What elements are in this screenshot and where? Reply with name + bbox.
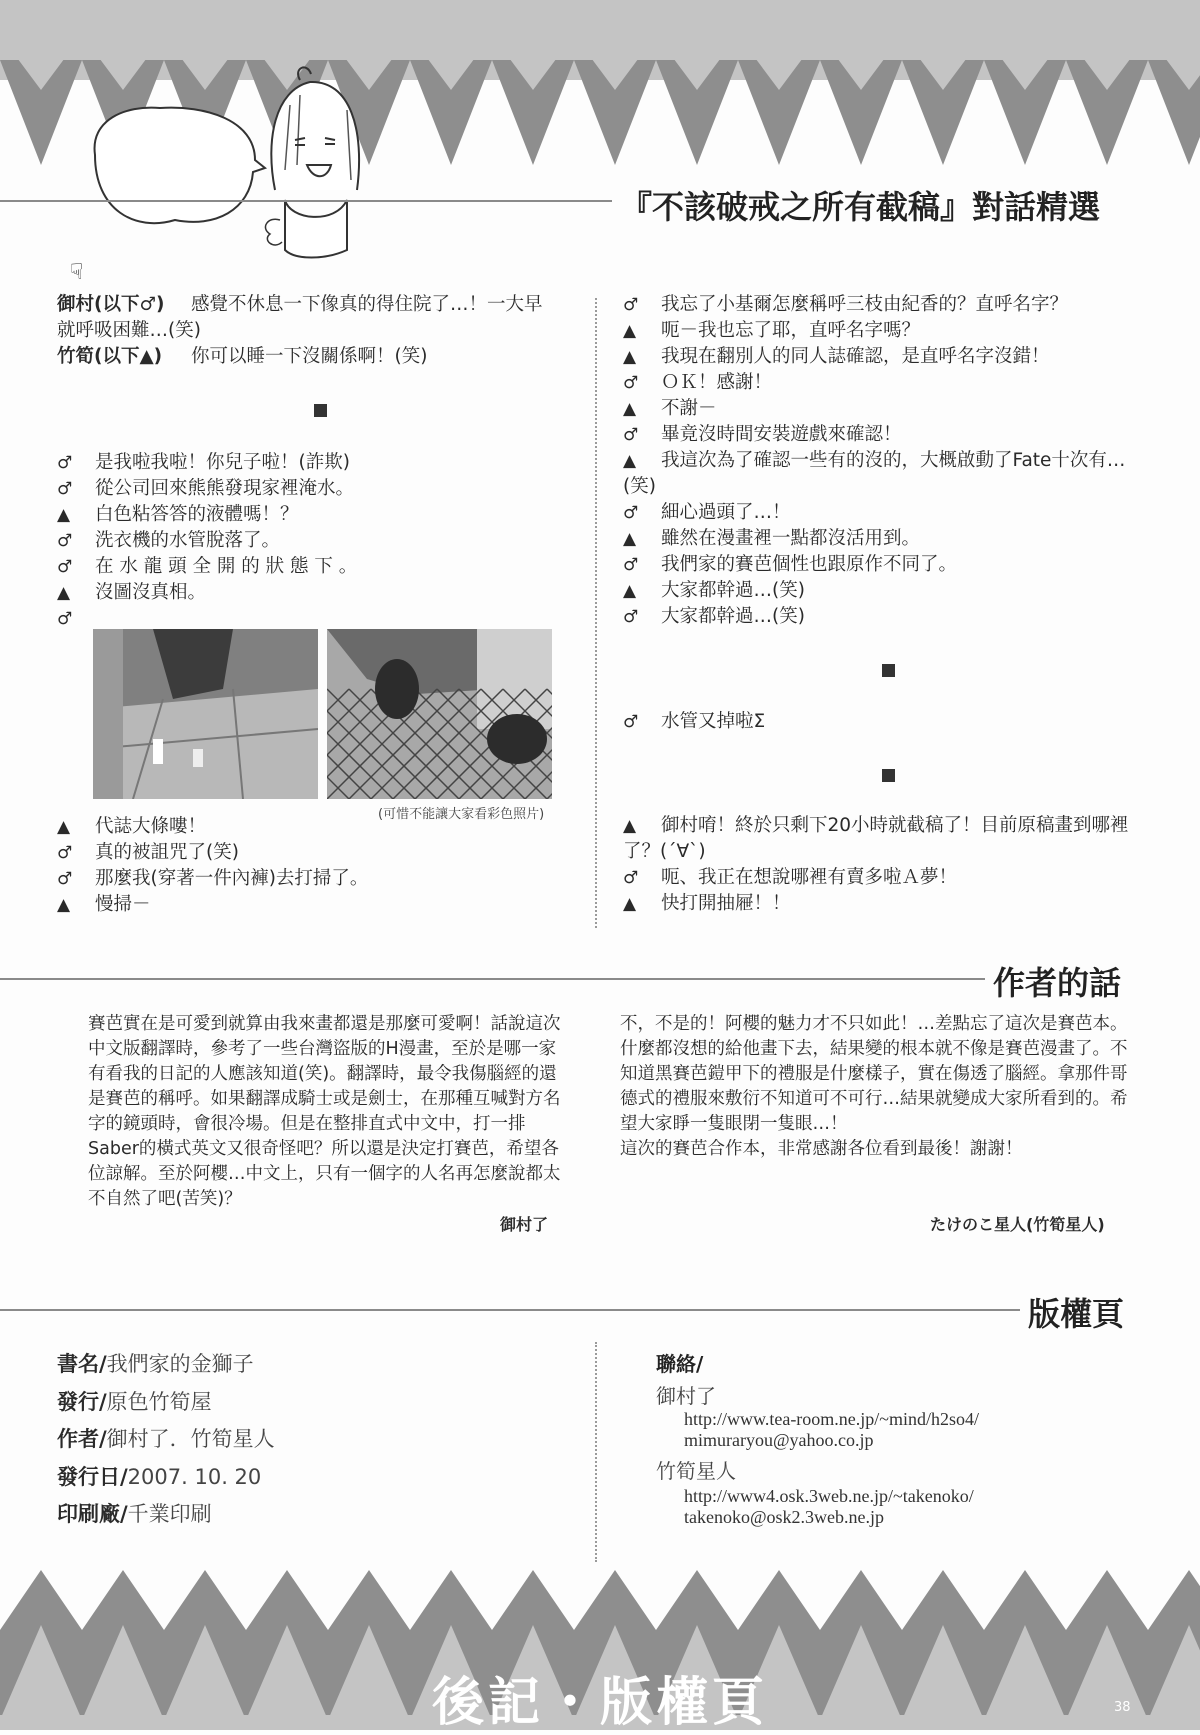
male-symbol-icon: ♂ <box>57 843 73 863</box>
dialogue-text: 我們家的賽芭個性也跟原作不同了。 <box>661 554 958 575</box>
dialogue-text: 我現在翻別人的同人誌確認，是直呼名字沒錯！ <box>661 346 1050 367</box>
dialogue-line <box>623 396 1138 422</box>
male-symbol-icon: ♂ <box>57 453 73 473</box>
dialogue-text: 雖然在漫畫裡一點都沒活用到。 <box>661 528 921 549</box>
afterword-left-text: 賽芭實在是可愛到就算由我來畫都還是那麼可愛啊！話說這次中文版翻譯時，參考了一些台灣盜版的H漫畫，至於是哪一家有看我的日記的人應該知道(笑)。翻譯時，最令我傷腦經的還是賽芭的稱呼。如果翻譯成騎士或是劍士，在那種互喊對方名字的鏡頭時，會很冷場。但是在整排直式中文中，打一排 Saber的橫式英文又很奇怪吧？所以還是決定打賽芭，希望各位諒解。至於阿櫻…中文上，只有一個字的人名再怎麼說都太不自然了吧(苦笑)？ <box>88 1014 561 1209</box>
male-symbol-icon: ♂ <box>623 373 639 393</box>
copyright-row <box>57 1348 254 1378</box>
triangle-icon: ▲ <box>623 816 637 836</box>
male-symbol-icon: ♂ <box>623 555 639 575</box>
triangle-icon: ▲ <box>57 817 71 837</box>
copyright-label: 印刷廠/ <box>57 1502 128 1526</box>
dialogue-text: 水管又掉啦Σ <box>661 711 766 732</box>
dialogue-text: 快打開抽屜！！ <box>661 893 791 914</box>
flooded-floor-photo-1 <box>93 629 318 799</box>
dialogue-line <box>57 476 557 502</box>
dialogue-text: 不謝－ <box>661 398 717 419</box>
copyright-value: 千業印刷 <box>127 1502 212 1526</box>
copyright-value: 原色竹筍屋 <box>106 1390 212 1414</box>
afterword-title: 作者的話 <box>985 958 1121 1004</box>
afterword-left-signature: 御村了 <box>500 1215 549 1234</box>
dialogue-line <box>57 866 557 892</box>
dialogue-line <box>623 865 1138 891</box>
pointing-hand-icon: ☟ <box>70 260 84 285</box>
male-symbol-icon: ♂ <box>57 609 73 629</box>
column-divider <box>595 298 597 928</box>
dialogue-line <box>623 891 1138 917</box>
dialogue-line <box>57 814 557 840</box>
dialogue-text: ＯＫ！感謝！ <box>661 372 773 393</box>
male-symbol-icon: ♂ <box>623 425 639 445</box>
dialogue-line <box>57 840 557 866</box>
speaker-label: 御村(以下♂) <box>57 294 165 315</box>
afterword-right-signature: たけのこ星人(竹筍星人) <box>930 1215 1105 1234</box>
contact-url-2[interactable]: http://www4.osk.3web.ne.jp/~takenoko/ <box>684 1486 974 1506</box>
speaker-label: 竹筍(以下▲) <box>57 346 163 367</box>
dialogue-text: 代誌大條嘍！ <box>95 816 207 837</box>
dialogue-text: 呃、我正在想說哪裡有賣多啦Ａ夢！ <box>661 867 958 888</box>
left-dialogue-a <box>57 450 557 632</box>
flooded-floor-photo-2 <box>327 629 552 799</box>
triangle-icon: ▲ <box>57 895 71 915</box>
copyright-value: 2007. 10. 20 <box>127 1465 262 1489</box>
dialogue-text: 是我啦我啦！你兒子啦！(詐欺) <box>95 452 350 473</box>
copyright-value: 御村了．竹筍星人 <box>106 1427 275 1451</box>
dialogue-text: 白色粘答答的液體嗎！？ <box>95 504 299 525</box>
dialogue-line <box>623 813 1138 865</box>
male-symbol-icon: ♂ <box>57 531 73 551</box>
dialogue-text: 御村唷！終於只剩下20小時就截稿了！目前原稿畫到哪裡了？(´∀`) <box>623 815 1129 862</box>
photo-caption: (可惜不能讓大家看彩色照片) <box>378 807 545 822</box>
dialogue-line <box>623 552 1138 578</box>
section-break-square <box>882 769 895 782</box>
dialogue-line <box>57 580 557 606</box>
triangle-icon: ▲ <box>623 347 637 367</box>
triangle-icon: ▲ <box>623 399 637 419</box>
dialogue-text: 我這次為了確認一些有的沒的，大概啟動了Fate十次有…(笑) <box>623 450 1126 497</box>
copyright-title: 版權頁 <box>1020 1289 1124 1335</box>
contact-label: 聯絡/ <box>656 1352 704 1376</box>
copyright-label: 書名/ <box>57 1352 107 1376</box>
dialogue-text: 那麼我(穿著一件內褲)去打掃了。 <box>95 868 369 889</box>
dialogue-line <box>57 528 557 554</box>
dialogue-line <box>623 422 1138 448</box>
copyright-row <box>57 1423 275 1453</box>
male-symbol-icon: ♂ <box>623 503 639 523</box>
dialogue-text: 在 水 龍 頭 全 開 的 狀 態 下 。 <box>95 556 358 577</box>
dialogue-line <box>57 344 557 370</box>
afterword-right-thanks: 這次的賽芭合作本，非常感謝各位看到最後！謝謝！ <box>620 1139 1023 1159</box>
male-symbol-icon: ♂ <box>623 295 639 315</box>
contact-name-1: 御村了 <box>656 1384 716 1408</box>
section-break-square <box>882 664 895 677</box>
male-symbol-icon: ♂ <box>57 869 73 889</box>
right-dialogue-b <box>623 709 1138 735</box>
dialogue-text: 從公司回來熊熊發現家裡淹水。 <box>95 478 355 499</box>
dialogue-text: 我忘了小基爾怎麼稱呼三枝由紀香的？直呼名字？ <box>661 294 1069 315</box>
character-illustration <box>85 60 365 260</box>
male-symbol-icon: ♂ <box>623 607 639 627</box>
dialogue-line <box>623 604 1138 630</box>
dialogue-text: 畢竟沒時間安裝遊戲來確認！ <box>661 424 902 445</box>
dialogue-text: 慢掃－ <box>95 894 151 915</box>
copyright-value: 我們家的金獅子 <box>106 1352 254 1376</box>
copyright-row <box>57 1386 212 1416</box>
male-symbol-icon: ♂ <box>57 557 73 577</box>
page-title: 『不該破戒之所有截稿』對話精選 <box>612 182 1100 228</box>
dialogue-line <box>623 344 1138 370</box>
copyright-label: 作者/ <box>57 1427 107 1451</box>
triangle-icon: ▲ <box>623 321 637 341</box>
triangle-icon: ▲ <box>623 894 637 914</box>
dialogue-line <box>623 448 1138 500</box>
contact-email-2[interactable]: takenoko@osk2.3web.ne.jp <box>684 1507 885 1527</box>
afterword-right-paragraph: 不，不是的！阿櫻的魅力才不只如此！…差點忘了這次是賽芭本。什麼都沒想的給他畫下去，結果變的根本就不像是賽芭漫畫了。不知道黑賽芭鎧甲下的禮服是什麼樣子，實在傷透了腦經。拿那件哥德式的禮服來敷衍不知道可不可行…結果就變成大家所看到的。希望大家睜一隻眼閉一隻眼…！ <box>620 1014 1128 1134</box>
dialogue-text: 沒圖沒真相。 <box>95 582 207 603</box>
dialogue-text: 洗衣機的水管脫落了。 <box>95 530 281 551</box>
dialogue-line <box>57 554 557 580</box>
dialogue-line <box>57 292 557 344</box>
copyright-row <box>57 1498 212 1528</box>
header-rule <box>0 200 640 202</box>
copyright-row <box>57 1461 261 1491</box>
dialogue-text: 大家都幹過…(笑) <box>661 580 805 601</box>
afterword-right-text <box>620 1012 1132 1162</box>
copyright-divider <box>595 1342 597 1562</box>
dialogue-line <box>623 578 1138 604</box>
left-intro <box>57 292 557 370</box>
dialogue-text: 呃－我也忘了耶，直呼名字嗎？ <box>661 320 921 341</box>
right-dialogue-a <box>623 292 1138 630</box>
footer-title: 後記・版權頁 <box>431 1673 768 1733</box>
triangle-icon: ▲ <box>623 581 637 601</box>
triangle-icon: ▲ <box>57 583 71 603</box>
left-dialogue-b <box>57 814 557 918</box>
male-symbol-icon: ♂ <box>623 712 639 732</box>
copyright-label: 發行/ <box>57 1390 107 1414</box>
page-number: 38 <box>1114 1700 1131 1715</box>
dialogue-line <box>57 502 557 528</box>
dialogue-line <box>623 709 1138 735</box>
male-symbol-icon: ♂ <box>623 868 639 888</box>
dialogue-line <box>623 500 1138 526</box>
dialogue-text: 感覺不休息一下像真的得住院了…！一大早就呼吸困難…(笑) <box>57 294 543 341</box>
dialogue-line <box>57 450 557 476</box>
triangle-icon: ▲ <box>623 451 637 471</box>
right-dialogue-c <box>623 813 1138 917</box>
contact-url-1[interactable]: http://www.tea-room.ne.jp/~mind/h2so4/ <box>684 1409 980 1429</box>
dialogue-line <box>623 370 1138 396</box>
male-symbol-icon: ♂ <box>57 479 73 499</box>
dialogue-line <box>57 892 557 918</box>
dialogue-text: 細心過頭了…！ <box>661 502 791 523</box>
section-break-square <box>314 404 327 417</box>
contact-email-1[interactable]: mimuraryou@yahoo.co.jp <box>684 1430 874 1450</box>
copyright-rule <box>0 1309 1030 1311</box>
dialogue-text: 真的被詛咒了(笑) <box>95 842 239 863</box>
afterword-rule <box>0 978 1000 980</box>
dialogue-line <box>623 318 1138 344</box>
dialogue-text: 你可以睡一下沒關係啊！(笑) <box>191 346 428 367</box>
dialogue-line <box>623 292 1138 318</box>
dialogue-line <box>623 526 1138 552</box>
triangle-icon: ▲ <box>57 505 71 525</box>
speech-bubble <box>95 108 265 224</box>
copyright-label: 發行日/ <box>57 1465 128 1489</box>
triangle-icon: ▲ <box>623 529 637 549</box>
dialogue-text: 大家都幹過…(笑) <box>661 606 805 627</box>
contact-name-2: 竹筍星人 <box>656 1459 736 1483</box>
